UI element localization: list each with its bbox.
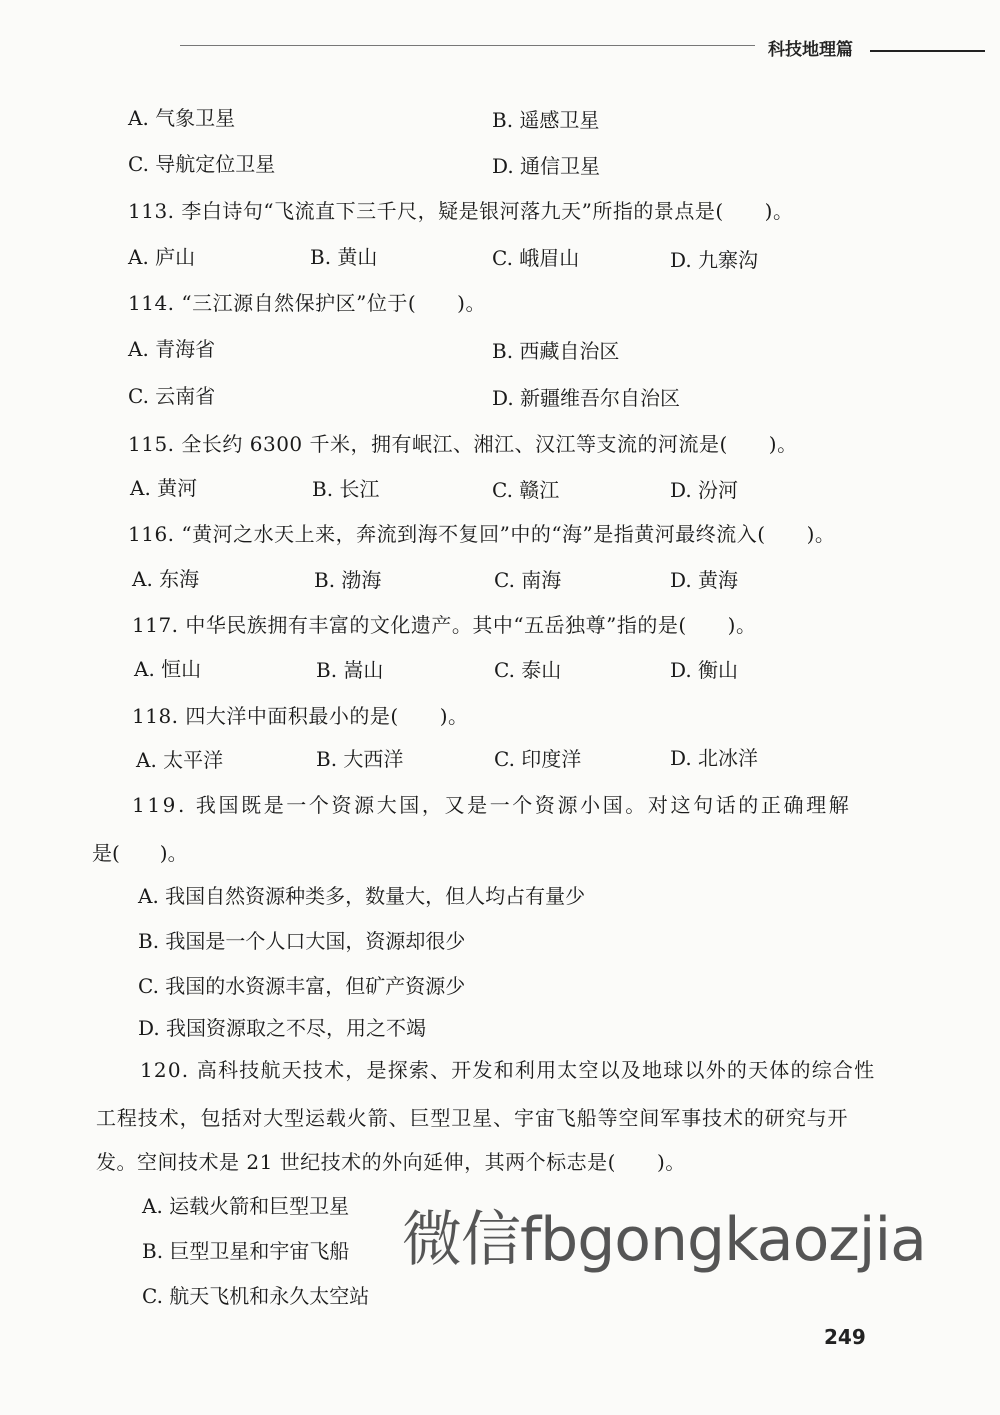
q112-option-d: D. 通信卫星 [492, 154, 601, 178]
q118-option-c: C. 印度洋 [494, 747, 582, 771]
q118-option-b: B. 大西洋 [316, 747, 404, 771]
q114-question: 114. “三江源自然保护区”位于( )。 [128, 291, 486, 315]
q114-option-c: C. 云南省 [128, 384, 216, 408]
q112-option-c: C. 导航定位卫星 [128, 152, 276, 176]
q120-question-line-2: 工程技术，包括对大型运载火箭、巨型卫星、宇宙飞船等空间军事技术的研究与开 [96, 1106, 849, 1130]
q120-option-c: C. 航天飞机和永久太空站 [142, 1284, 370, 1308]
q113-option-a: A. 庐山 [128, 245, 196, 269]
q116-option-c: C. 南海 [494, 568, 562, 592]
q114-option-d: D. 新疆维吾尔自治区 [492, 386, 681, 410]
q120-option-a: A. 运载火箭和巨型卫星 [142, 1194, 350, 1218]
q116-option-b: B. 渤海 [314, 568, 382, 592]
section-title: 科技地理篇 [768, 40, 853, 60]
q118-option-a: A. 太平洋 [136, 748, 224, 772]
q113-question: 113. 李白诗句“飞流直下三千尺，疑是银河落九天”所指的景点是( )。 [128, 199, 794, 223]
q113-option-c: C. 峨眉山 [492, 246, 580, 270]
q118-option-d: D. 北冰洋 [670, 746, 759, 770]
q112-option-b: B. 遥感卫星 [492, 108, 600, 132]
q120-question-line-1: 120. 高科技航天技术，是探索、开发和利用太空以及地球以外的天体的综合性 [140, 1058, 876, 1082]
q115-option-b: B. 长江 [312, 477, 380, 501]
q120-option-b: B. 巨型卫星和宇宙飞船 [142, 1239, 350, 1263]
header-rule-left [180, 45, 755, 46]
q116-option-d: D. 黄海 [670, 568, 739, 592]
q117-option-b: B. 嵩山 [316, 658, 384, 682]
q116-option-a: A. 东海 [132, 567, 200, 591]
page-number: 249 [824, 1325, 866, 1349]
q117-question: 117. 中华民族拥有丰富的文化遗产。其中“五岳独尊”指的是( )。 [132, 613, 757, 637]
q119-option-b: B. 我国是一个人口大国，资源却很少 [138, 929, 466, 953]
q118-question: 118. 四大洋中面积最小的是( )。 [132, 704, 469, 728]
q115-option-a: A. 黄河 [130, 476, 198, 500]
watermark: 微信fbgongkaozjia [402, 1205, 926, 1275]
q120-question-line-3: 发。空间技术是 21 世纪技术的外向延伸，其两个标志是( )。 [96, 1150, 686, 1174]
q115-option-c: C. 赣江 [492, 478, 560, 502]
q114-option-a: A. 青海省 [128, 337, 216, 361]
q119-question-line-2: 是( )。 [92, 841, 188, 865]
q114-option-b: B. 西藏自治区 [492, 339, 620, 363]
q117-option-c: C. 泰山 [494, 658, 562, 682]
q119-option-c: C. 我国的水资源丰富，但矿产资源少 [138, 974, 466, 998]
q116-question: 116. “黄河之水天上来，奔流到海不复回”中的“海”是指黄河最终流入( )。 [128, 522, 836, 546]
q117-option-a: A. 恒山 [134, 657, 202, 681]
q119-option-a: A. 我国自然资源种类多，数量大，但人均占有量少 [138, 884, 586, 908]
q115-option-d: D. 汾河 [670, 478, 739, 502]
q117-option-d: D. 衡山 [670, 658, 739, 682]
q113-option-d: D. 九寨沟 [670, 248, 759, 272]
q112-option-a: A. 气象卫星 [128, 106, 236, 130]
q119-option-d: D. 我国资源取之不尽，用之不竭 [138, 1016, 427, 1040]
q115-question: 115. 全长约 6300 千米，拥有岷江、湘江、汉江等支流的河流是( )。 [128, 432, 798, 456]
header-rule-right [870, 50, 985, 52]
q119-question-line-1: 119. 我国既是一个资源大国，又是一个资源小国。对这句话的正确理解 [132, 793, 852, 817]
q113-option-b: B. 黄山 [310, 245, 378, 269]
